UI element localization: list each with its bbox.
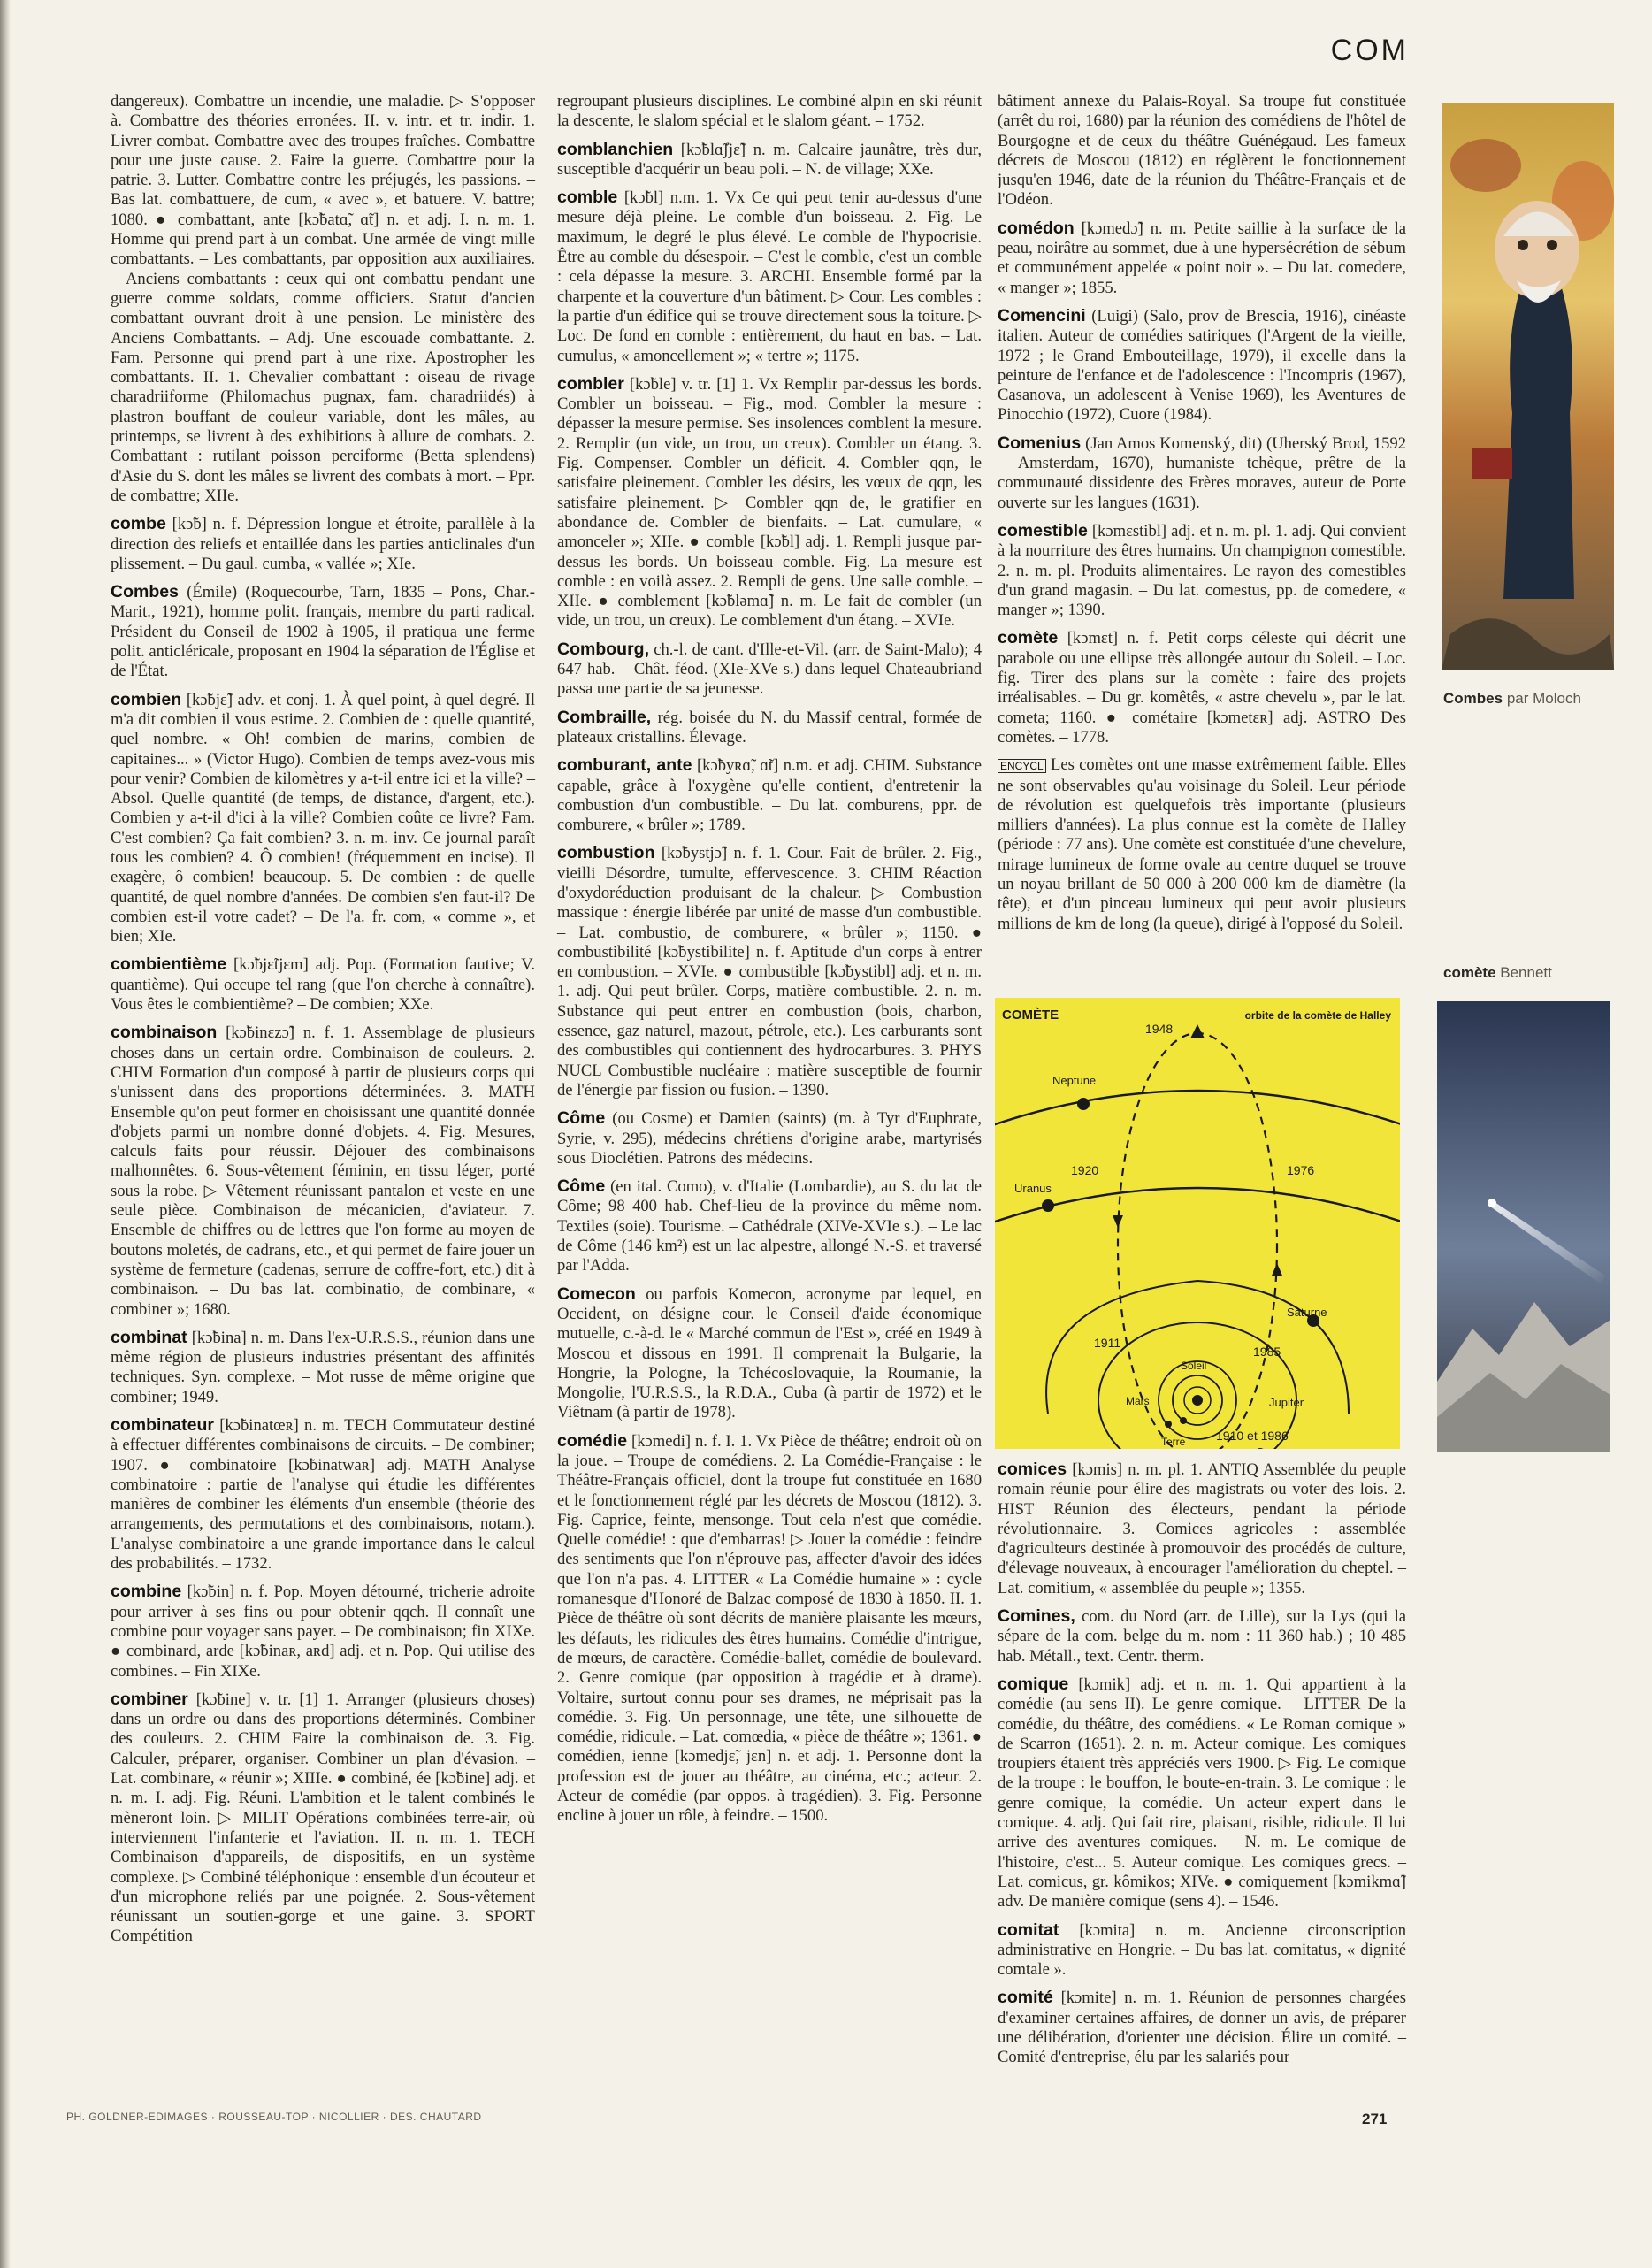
entry-body: rég. boisée du N. du Massif central, formée de plateaux cristallins. Élevage.	[557, 708, 982, 747]
entry-body: [kɔmita] n. m. Ancienne circonscription administrative en Hongrie. – Du bas lat. comitatus, « dignité comtale ».	[998, 1920, 1407, 1980]
dictionary-entry	[998, 1606, 1406, 1667]
combes-caption	[1443, 690, 1581, 708]
entry-headword: combler	[557, 373, 624, 394]
entry-body: com. du Nord (arr. de Lille), sur la Lys (qui la sépare de la com. belge du m. nom : 11 360 hab.) ; 10 485 hab. Métall., text. Centr. therm.	[998, 1607, 1406, 1666]
year-label: 1985	[1253, 1345, 1281, 1359]
entry-body: (ou Cosme) et Damien (saints) (m. à Tyr d'Euphrate, Syrie, v. 295), médecins chrétiens d'origine arabe, martyrisés sous Dioclétien. Patrons des médecins.	[557, 1109, 982, 1168]
planet-label: Saturne	[1287, 1306, 1327, 1319]
dictionary-entry	[111, 1582, 535, 1681]
entry-body: [kɔmite] n. m. 1. Réunion de personnes chargées d'examiner certaines affaires, de donner un avis, de préparer une délibération, d'orienter une décision. Élire un comité. – Comité d'entreprise, élu par les salariés pour	[998, 1988, 1406, 2067]
dictionary-entry	[111, 91, 535, 506]
dictionary-entry	[111, 582, 535, 681]
entry-body: [kɔ̃bin] n. f. Pop. Moyen détourné, tricherie adroite pour arriver à ses fins ou pour obtenir qqch. Il connaît une combine pour voyager sans payer. – De combinaison; fin XIXe. ● combinard, arde [kɔ̃binaʀ, aʀd] adj. et n. Pop. Qui utilise des combines. – Fin XIXe.	[111, 1582, 535, 1681]
halley-orbit-diagram	[995, 998, 1400, 1449]
dictionary-entry	[111, 954, 535, 1015]
dictionary-entry	[998, 521, 1406, 620]
entry-headword: combientième	[111, 954, 227, 975]
entry-body: ou parfois Komecon, acronyme par lequel, en Occident, on désigne cour. le Conseil d'aide économique mutuelle, c.-à-d. le « Marché commun de l'Est », créé en 1949 à Moscou et dissous en 1991. Il comprenait la Bulgarie, la Hongrie, la Pologne, la Tchécoslovaquie, la Roumanie, la Mongolie, l'U.R.S.S., la R.D.A., Cuba (à partir de 1972) et le Viêtnam (à partir de 1978).	[557, 1284, 982, 1422]
entry-body: (Luigi) (Salo, prov de Brescia, 1916), cinéaste italien. Auteur de comédies satiriques (l'Argent de la vieille, 1972 ; le Grand Embouteillage, 1979), il excelle dans la peinture de l'enfance et de l'adolescence : l'Incompris (1967), Casanova, un adolescent à Venise 1969), les Aventures de Pinocchio (1972), Cuore (1984).	[998, 306, 1406, 425]
jupiter-planet	[1255, 1448, 1266, 1449]
entry-headword: Comecon	[557, 1283, 636, 1304]
saturn-orbit	[1046, 1281, 1349, 1414]
entry-headword: Comencini	[998, 305, 1086, 326]
entry-body: [kɔ̃bl] n.m. 1. Vx Ce qui peut tenir au-dessus d'une mesure déjà pleine. Le comble d'un boisseau. 2. Fig. Le maximum, le degré le plus élevé. Le comble de l'hypocrisie. Être au comble du désespoir. – C'est le comble, c'est un comble : cela dépasse la mesure. 3. ARCHI. Ensemble formé par la charpente et la couverture d'un bâtiment. ▷ Cour. Les combles : la partie d'un édifice qui se trouve directement sous la toiture. ▷ Loc. De fond en comble : entièrement, du haut en bas. – Lat. cumulus, « amoncellement »; « tertre »; 1175.	[557, 188, 982, 365]
entry-headword: comitat	[998, 1919, 1059, 1940]
dictionary-entry	[998, 1920, 1406, 1981]
neptune-planet	[1077, 1098, 1090, 1110]
entry-headword: combe	[111, 514, 166, 534]
dictionary-entry	[557, 188, 982, 366]
dictionary-column-1	[111, 91, 535, 1955]
orbit-arrow	[1272, 1263, 1282, 1276]
entry-body: bâtiment annexe du Palais-Royal. Sa troupe fut constituée (arrêt du roi, 1680) par la réunion des comédiens de l'hôtel de Bourgogne et de ceux du théâtre Guénégaud. Les fameux décrets de Moscou (1812) en réglèrent le fonctionnement jusqu'en 1946, date de la réunion du Théâtre-Français et de l'Odéon.	[998, 92, 1406, 210]
dictionary-entry	[557, 755, 982, 835]
dictionary-entry	[557, 1284, 982, 1423]
entry-body: regroupant plusieurs disciplines. Le combiné alpin en ski réunit la descente, le slalom spécial et le slalom géant. – 1752.	[557, 92, 982, 131]
dictionary-entry	[998, 628, 1406, 747]
entry-headword: combinat	[111, 1327, 187, 1347]
entry-body: dangereux). Combattre un incendie, une maladie. ▷ S'opposer à. Combattre des théories erronées. II. v. intr. et tr. indir. 1. Livrer combat. Combattre avec des troupes fraîches. Combattre pour une juste cause. 2. Faire la guerre. Combattre pour la patrie. 3. Lutter. Combattre contre les préjugés, les passions. – Bas lat. combattuere, de cum, « avec », et batuere. V. battre; 1080. ● combattant, ante [kɔ̃batɑ̃, ɑ̃t] n. et adj. I. n. m. 1. Homme qui prend part à un combat. Une armée de vingt mille combattants. – Les combattants, par opposition aux auxiliaires. – Anciens combattants : ceux qui ont combattu pendant une guerre comme soldats, comme officiers. Statut d'ancien combattant ouvrant droit à une pension. Le ministère des Anciens Combattants. – Adj. Une escouade combattante. 2. Fam. Personne qui prend part à une rixe. Apostropher les combattants. II. 1. Chevalier combattant : oiseau de rivage charadriiforme (Philomachus pugnax, fam. charadriidés) à plastron bouffant de couleur variable, dont les mâles, au printemps, se livrent à des exhibitions à allure de combats. 2. Combattant : rutilant poisson perciforme (Betta splendens) d'Asie du S. dont les mâles se livrent des combats à mort. – Ppr. de combattre; XIIe.	[111, 92, 535, 505]
year-label: 1910 et 1986	[1216, 1429, 1289, 1443]
entry-headword: combinaison	[111, 1023, 218, 1043]
dictionary-entry	[557, 140, 982, 180]
entry-body: [kɔ̃binɛzɔ̃] n. f. 1. Assemblage de plusieurs choses dans un certain ordre. Combinaison de couleurs. 2. CHIM Formation d'un composé à partir de plusieurs corps qui s'unissent dans des proportions déterminées. 3. MATH Ensemble qu'on peut former en choisissant une quantité donnée d'objets parmi un nombre donné d'objets. 4. Fig. Mesures, calculs faits pour réussir. Déjouer des combinaisons malhonnêtes. 6. Sous-vêtement féminin, en tissu léger, porté sous la robe. ▷ Vêtement réunissant pantalon et veste en une seule pièce. Combinaison de mécanicien, d'aviateur. 7. Ensemble de chiffres ou de lettres que l'on forme au moyen de boutons moletés, de cadrans, etc., et qui permet de faire jouer un système de fermeture (cadenas, serrure de coffre-fort, etc.) dit à combinaison. – Du bas lat. combinatio, de combinare, « combiner »; 1680.	[111, 1023, 535, 1319]
entry-body: [kɔ̃bjɛ̃tjɛm] adj. Pop. (Formation fautive; V. quantième). Qui occupe tel rang (que l'on cherche à connaître). Vous êtes le combientième? – De combien; XXe.	[111, 955, 535, 1015]
entry-headword: combiner	[111, 1689, 188, 1709]
orbit-arrow	[1190, 1024, 1205, 1038]
dictionary-entry	[111, 1415, 535, 1574]
orbit-diagram-svg	[995, 998, 1400, 1449]
entry-body: [kɔmɛstibl] adj. et n. m. pl. 1. adj. Qui convient à la nourriture des êtres humains. Un champignon comestible. 2. n. m. pl. Produits alimentaires. Le rayon des comestibles d'un grand magasin. – Du lat. comestus, pp. de comedere, « manger »; 1390.	[998, 521, 1406, 620]
dictionary-entry	[111, 514, 535, 574]
entry-body: [kɔ̃ble] v. tr. [1] 1. Vx Remplir par-dessus les bords. Combler un boisseau. – Fig., mod. Combler la mesure : dépasser la mesure permise. Ses insolences comblent la mesure. 2. Remplir (un vide, un trou, un creux). Combler un étang. 3. Fig. Compenser. Combler un déficit. 4. Combler qqn, le satisfaire pleinement. Combler les désirs, les vœux de qqn, les satisfaire pleinement. ▷ Combler qqn de, le gratifier en abondance de. Combler de bienfaits. – Lat. cumulare, « amonceler »; XIIe. ● comble [kɔ̃bl] adj. 1. Rempli jusque par-dessus les bords. Un boisseau comble. Fig. La mesure est comble : en voilà assez. 2. Rempli de gens. Une salle comble. – XIIe. ● comblement [kɔ̃bləmɑ̃] n. m. Le fait de combler (un vide, un trou, un creux). Le comblement d'un étang. – XVIe.	[557, 374, 982, 631]
comet-photo-drawing	[1437, 1001, 1610, 1452]
entry-body: [kɔ̃bine] v. tr. [1] 1. Arranger (plusieurs choses) dans un ordre ou dans des proportions déterminés. Combiner des couleurs. 2. CHIM Faire la combinaison de. 3. Fig. Calculer, préparer, organiser. Combiner un plan d'évasion. – Lat. combinare, « réunir »; XIIIe. ● combiné, ée [kɔ̃bine] adj. et n. m. I. adj. Fig. Réuni. L'ambition et le talent combinés le mèneront loin. ▷ MILIT Opérations combinées terre-air, où interviennent l'infanterie et l'aviation. II. n. m. 1. TECH Combinaison d'appareils, de dispositifs, en un système complexe. ▷ Combiné téléphonique : ensemble d'un écouteur et d'un microphone reliés par une poignée. 2. Sous-vêtement réunissant un soutien-gorge et une gaine. 3. SPORT Compétition	[111, 1690, 535, 1946]
entry-body: (Jan Amos Komenský, dit) (Uherský Brod, 1592 – Amsterdam, 1670), humaniste tchèque, prêtre de la communauté dissidente des Frères moraves, auteur de Porte ouverte sur les langues (1631).	[998, 433, 1406, 512]
page-number: 271	[1362, 2111, 1388, 2127]
entry-headword: comices	[998, 1460, 1067, 1479]
dictionary-entry	[998, 1460, 1406, 1598]
entry-headword: comestible	[998, 520, 1088, 540]
planet-label: Uranus	[1014, 1182, 1052, 1195]
year-label: 1976	[1287, 1163, 1315, 1177]
dictionary-column-2	[557, 91, 982, 1835]
entry-headword: Combourg,	[557, 639, 649, 659]
entry-body: [kɔ̃b] n. f. Dépression longue et étroite, parallèle à la direction des reliefs et entaillée dans les parties anticlinales d'un plissement. – Du gaul. cumba, « vallée »; XIe.	[111, 515, 535, 573]
dictionary-entry	[557, 640, 982, 700]
running-head: COM	[1330, 34, 1409, 67]
entry-body: [kɔmik] adj. et n. m. 1. Qui appartient à la comédie (au sens II). Le genre comique. – LITTER De la comédie, du théâtre, des comédiens. « Le Roman comique » de Scarron (1651). 2. n. m. Acteur comique. Les comiques troupiers étaient très appréciés vers 1900. ▷ Fig. Le comique de la troupe : le bouffon, le boute-en-train. 3. Le comique : le genre comique, la comédie. Un acteur expert dans le comique. 4. adj. Qui fait rire, plaisant, risible, ridicule. Il lui arrive des aventures comiques. – N. m. Le comique de l'histoire, c'est... 5. Auteur comique. Les comiques grecs. – Lat. comicus, gr. kômikos; XIVe. ● comiquement [kɔmikmɑ̃] adv. De manière comique (sens 4). – 1546.	[998, 1674, 1406, 1912]
entry-headword: combinateur	[111, 1415, 215, 1435]
dictionary-entry	[998, 1674, 1406, 1912]
entry-headword: Comenius	[998, 433, 1082, 453]
entry-body: [kɔmɛt] n. f. Petit corps céleste qui décrit une parabole ou une ellipse très allongée autour du Soleil. – Loc. fig. Tirer des plans sur la comète : faire des projets irréalisables. – Du gr. komêtês, « astre chevelu », par le lat. cometa; 1160. ● cométaire [kɔmetɛʀ] adj. ASTRO Des comètes. – 1778.	[998, 629, 1406, 747]
entry-headword: combine	[111, 1582, 182, 1602]
planet-label: Jupiter	[1269, 1396, 1304, 1409]
sun	[1192, 1395, 1203, 1406]
dictionary-entry	[557, 1431, 982, 1827]
entry-body: [kɔ̃byʀɑ̃, ɑ̃t] n.m. et adj. CHIM. Substance capable, grâce à l'oxygène qu'elle contient, d'entretenir la combustion d'un combustible. – Du lat. comburens, ppr. de comburere, « brûler »; 1789.	[557, 756, 983, 835]
entry-body: [kɔ̃bystjɔ̃] n. f. 1. Cour. Fait de brûler. 2. Fig., vieilli Désordre, tumulte, effervescence. 3. CHIM Réaction d'oxydoréduction produisant de la chaleur. ▷ Combustion massique : énergie libérée par unité de masse d'un combustible. – Lat. combustio, de comburere, « brûler »; 1150. ● combustibilité [kɔ̃bystibilite] n. f. Aptitude d'un corps à entrer en combustion. – XVIe. ● combustible [kɔ̃bystibl] adj. et n. m. 1. adj. Qui peut brûler. Corps, matière combustible. 2. n. m. Substance qui peut entrer en combustion (bois, charbon, essence, gaz naturel, mazout, pétrole, etc.). Les carburants sont des combustibles qui contiennent des hydrocarbures. 3. PHYS NUCL Combustible nucléaire : matière susceptible de fournir de l'énergie par fission ou fusion. – 1390.	[557, 844, 982, 1100]
caption-subject: comète	[1443, 964, 1496, 981]
orbit-arrow	[1113, 1215, 1123, 1228]
dictionary-entry	[557, 374, 982, 632]
dictionary-entry	[557, 1176, 982, 1276]
entry-headword: Combraille,	[557, 707, 652, 727]
encyclopedic-note	[998, 755, 1406, 934]
entry-body: ch.-l. de cant. d'Ille-et-Vil. (arr. de Saint-Malo); 4 647 hab. – Chât. féod. (XIe-XVe s.) dans lequel Chateaubriand passa une partie de sa jeunesse.	[557, 640, 982, 699]
entry-body: [kɔ̃bjɛ̃] adv. et conj. 1. À quel point, à quel degré. Il m'a dit combien il vous estime. 2. Combien de : quelle quantité, quel nombre. « Oh! combien de marins, combien de capitaines... » (Victor Hugo). Combien de temps avez-vous mis pour venir? Combien de kilomètres y a-t-il entre ici et la ville? – Absol. Quelle quantité (de temps, de distance, d'argent, etc.). Combien y a-t-il d'ici à la ville? Combien coûte ce livre? Fam. C'est combien? Ça fait combien? 3. n. m. inv. Ce journal paraît tous les combien? 4. Ô combien! (fréquemment en incise). Il exagère, ô combien! beaucoup. 5. De combien : de quelle quantité, de quel nombre d'années. De combien s'en faut-il? De combien est-il votre cadet? – De l'a. fr. com, « comme », et bien; XIe.	[111, 690, 535, 946]
year-label: 1948	[1145, 1022, 1174, 1036]
entry-headword: comédon	[998, 218, 1075, 238]
encyclopedic-note-label: ENCYCL	[998, 759, 1046, 773]
entry-headword: Combes	[111, 582, 179, 602]
entry-headword: comblanchien	[557, 139, 674, 159]
entry-headword: comédie	[557, 1430, 628, 1451]
planet-label: Neptune	[1052, 1074, 1097, 1087]
entry-headword: Côme	[557, 1176, 606, 1197]
dictionary-entry	[111, 690, 535, 947]
entry-body: [kɔ̃blɑ̃ʃjɛ̃] n. m. Calcaire jaunâtre, très dur, susceptible d'acquérir un beau poli. – N. de village; XXe.	[557, 140, 982, 179]
page-binding-edge	[0, 0, 11, 2268]
entry-headword: comète	[998, 628, 1059, 648]
earth-planet	[1180, 1417, 1187, 1424]
entry-body: [kɔmedi] n. f. I. 1. Vx Pièce de théâtre; endroit où on la joue. – Troupe de comédiens. 2. La Comédie-Française : le Théâtre-Français officiel, dont la troupe fut constituée en 1680 et le fonctionnement réglé par les décrets de Moscou (1812). 3. Fig. Caprice, feinte, mensonge. Tout cela n'est que comédie. Quelle comédie! : que d'embarras! ▷ Jouer la comédie : feindre des sentiments que l'on n'éprouve pas, affecter d'avoir des idées que l'on n'a pas. 4. LITTER « La Comédie humaine » : cycle romanesque d'Honoré de Balzac composé de 1830 à 1850. II. 1. Pièce de théâtre où sont décrits de manière plaisante les mœurs, les défauts, les ridicules des êtres humains. Comédie d'intrigue, de mœurs, de caractère. Comédie-ballet, comédie de boulevard. 2. Genre comique (par opposition à tragédie et à drame). Voltaire, surtout connu pour ses drames, ne méprisait pas la comédie. 3. Fig. Un personnage, une tête, une silhouette de comédie, ridicule. – Lat. comœdia, « pièce de théâtre »; 1361. ● comédien, ienne [kɔmedjɛ̃, jɛn] n. et adj. 1. Personne dont la profession est de jouer au théâtre, au cinéma, etc.; acteur. 2. Acteur de comédie (par oppos. à tragédien). 3. Fig. Personne encline à jouer un rôle, à feindre. – 1500.	[557, 1431, 982, 1826]
entry-body: (en ital. Como), v. d'Italie (Lombardie), au S. du lac de Côme; 98 400 hab. Chef-lieu de la province du même nom. Textiles (soie). Tourisme. – Cathédrale (XIVe-XVIe s.). – Le lac de Côme (146 km²) est un lac alpestre, allongé N.-S. et traversé par l'Adda.	[557, 1177, 983, 1276]
caption-subject: Combes	[1443, 690, 1503, 707]
year-label: 1911	[1094, 1336, 1121, 1350]
entry-body: [kɔ̃binatœʀ] n. m. TECH Commutateur destiné à effectuer différentes combinaisons de circuits. – De combiner; 1907. ● combinatoire [kɔ̃binatwaʀ] adj. MATH Analyse combinatoire : partie de l'analyse qui étudie les différentes manières de combiner les éléments d'un ensemble (théorie des arrangements, des permutations et des combinaisons, notam.). L'analyse combinatoire a une grande importance dans le calcul des probabilités. – 1732.	[111, 1416, 535, 1574]
uranus-planet	[1042, 1199, 1054, 1212]
entry-headword: comburant, ante	[557, 755, 692, 776]
dictionary-entry	[557, 91, 982, 132]
entry-body: [kɔmis] n. m. pl. 1. ANTIQ Assemblée du peuple romain réunie pour élire des magistrats ou voter des lois. 2. HIST Réunion des électeurs, pendant la période révolutionnaire. 3. Comices agricoles : assemblée d'agriculteurs destinée à promouvoir des procédés de culture, d'élevage nouveaux, à encourager l'amélioration du cheptel. – Lat. comitium, « assemblée du peuple »; 1355.	[998, 1460, 1406, 1598]
photo-credits: PH. GOLDNER-EDIMAGES · ROUSSEAU-TOP · NICOLLIER · DES. CHAUTARD	[66, 2111, 482, 2123]
entry-headword: combustion	[557, 843, 655, 863]
uranus-orbit	[995, 1188, 1400, 1228]
planet-label: Mars	[1126, 1395, 1150, 1407]
orbit-label: orbite de la comète de Halley	[1244, 1009, 1391, 1022]
dictionary-entry	[557, 843, 982, 1100]
dictionary-entry	[998, 306, 1406, 425]
dictionary-entry	[111, 1328, 535, 1407]
dictionary-entry	[111, 1690, 535, 1947]
caption-credit: par Moloch	[1506, 690, 1581, 707]
entry-body: [kɔ̃bina] n. m. Dans l'ex-U.R.S.S., réunion dans une même région de plusieurs industries présentant des affinités techniques. Syn. complexe. – Mot russe de même origine que combiner; 1949.	[111, 1328, 535, 1406]
comet-photo-caption	[1443, 964, 1552, 982]
mars-planet	[1165, 1421, 1172, 1428]
entry-headword: comité	[998, 1988, 1053, 2008]
neptune-orbit	[995, 1091, 1400, 1130]
entry-body: [kɔmedɔ̃] n. m. Petite saillie à la surface de la peau, noirâtre au sommet, due à une hypersécrétion de sébum et communément appelée « point noir ». – Du lat. comedere, « manger »; 1855.	[998, 218, 1406, 297]
planet-label: Soleil	[1181, 1360, 1207, 1372]
combes-caricature-drawing	[1442, 103, 1614, 670]
entry-body: Les comètes ont une masse extrêmement faible. Elles ne sont observables qu'au voisinage du Soleil. Leur période de révolution est quelquefois très importante (plusieurs milliers d'années). La plus connue est la comète de Halley (période : 77 ans). Une comète est constituée d'une chevelure, mirage lumineux de forme ovale au centre duquel se trouve un noyau brillant de 50 000 à 200 000 km de diamètre (la tête), et d'un pinceau lumineux qui peut avoir plusieurs millions de km de long (la queue), dirigé à l'opposé du Soleil.	[998, 755, 1406, 933]
dictionary-entry	[111, 1023, 535, 1319]
dictionary-entry	[998, 433, 1406, 513]
entry-body: (Émile) (Roquecourbe, Tarn, 1835 – Pons, Char.-Marit., 1921), homme polit. français, membre du parti radical. Président du Conseil de 1902 à 1905, il pratiqua une ferme polit. anticléricale, proposant en 1904 la séparation de l'Église et de l'État.	[111, 583, 535, 681]
year-label: 1920	[1071, 1163, 1099, 1177]
combes-caricature-illustration	[1442, 103, 1614, 670]
entry-headword: comble	[557, 188, 618, 208]
dictionary-entry	[557, 1108, 982, 1168]
planet-label: Terre	[1161, 1436, 1186, 1448]
dictionary-column-3-lower	[998, 1460, 1406, 2076]
entry-headword: Côme	[557, 1108, 606, 1129]
dictionary-column-3-upper	[998, 91, 1406, 989]
entry-headword: combien	[111, 689, 182, 709]
entry-headword: Comines,	[998, 1606, 1075, 1627]
comet-photograph	[1437, 1001, 1610, 1452]
diagram-title: COMÈTE	[1002, 1008, 1059, 1023]
dictionary-entry	[998, 218, 1406, 298]
dictionary-entry	[557, 708, 982, 748]
dictionary-entry	[998, 1988, 1406, 2067]
dictionary-entry	[998, 91, 1406, 211]
caption-credit: Bennett	[1500, 964, 1552, 981]
entry-headword: comique	[998, 1674, 1069, 1694]
